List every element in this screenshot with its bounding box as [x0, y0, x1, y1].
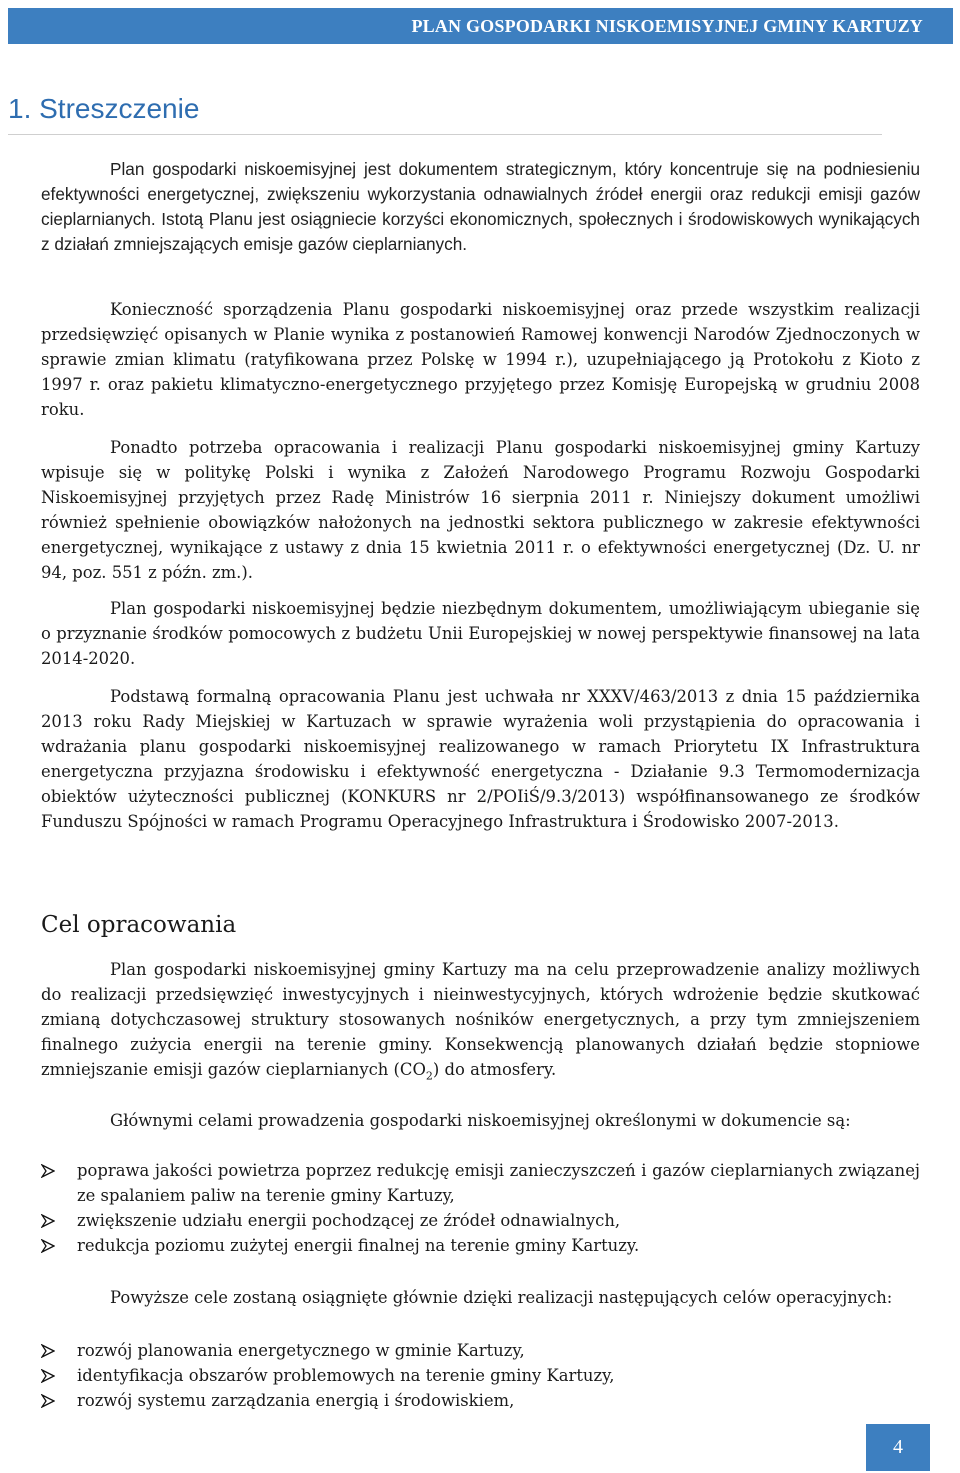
list-item	[41, 1158, 920, 1208]
goal-item-text: redukcja poziomu zużytej energii finalnej na terenie gminy Kartuzy.	[77, 1236, 640, 1255]
operational-goals-list	[41, 1338, 920, 1413]
operational-item-text: rozwój planowania energetycznego w gminie Kartuzy,	[77, 1341, 525, 1360]
section-title: 1. Streszczenie	[8, 93, 200, 124]
arrow-bullet-icon	[41, 1344, 55, 1358]
arrow-bullet-icon	[41, 1394, 55, 1408]
paragraph-formal-basis: Podstawą formalną opracowania Planu jest uchwała nr XXXV/463/2013 z dnia 15 października 2013 roku Rady Miejskiej w Kartuzach w sprawie wyrażenia woli przystąpienia do opracowania i wdrażania planu gospodarki niskoemisyjnej realizowanego w ramach Priorytetu IX Infrastruktura energetyczna przyjazna środowisku i efektywność energetyczna - Działanie 9.3 Termomodernizacja obiektów użyteczności publicznej (KONKURS nr 2/POIiŚ/9.3/2013) współfinansowanego ze środków Funduszu Spójności w ramach Programu Operacyjnego Infrastruktura i Środowisko 2007-2013.	[41, 687, 920, 831]
paragraph-necessity: Konieczność sporządzenia Planu gospodarki niskoemisyjnej oraz przede wszystkim realizacji przedsięwzięć opisanych w Planie wynika z postanowień Ramowej konwencji Narodów Zjednoczonych w sprawie zmian klimatu (ratyfikowana przez Polskę w 1994 r.), uzupełniającego ją Protokołu z Kioto z 1997 r. oraz pakietu klimatyczno-energetycznego przyjętego przez Komisję Europejską w grudniu 2008 roku.	[41, 300, 920, 419]
page-number-badge	[866, 1424, 930, 1471]
header-title: PLAN GOSPODARKI NISKOEMISYJNEJ GMINY KARTUZY	[411, 15, 923, 36]
co2-subscript: 2	[425, 1069, 433, 1083]
goal-text-end: ) do atmosfery.	[432, 1060, 557, 1079]
list-item	[41, 1338, 920, 1363]
arrow-bullet-icon	[41, 1164, 55, 1178]
arrow-bullet-icon	[41, 1214, 55, 1228]
title-divider	[8, 134, 882, 135]
arrow-bullet-icon	[41, 1369, 55, 1383]
operational-item-text: identyfikacja obszarów problemowych na terenie gminy Kartuzy,	[77, 1366, 615, 1385]
goals-list	[41, 1158, 920, 1258]
paragraph-funding: Plan gospodarki niskoemisyjnej będzie niezbędnym dokumentem, umożliwiającym ubieganie się o przyznanie środków pomocowych z budżetu Unii Europejskiej w nowej perspektywie finansowej na lata 2014-2020.	[41, 599, 920, 668]
list-item	[41, 1363, 920, 1388]
operational-item-text: rozwój systemu zarządzania energią i środowiskiem,	[77, 1391, 515, 1410]
paragraph-goal	[41, 957, 920, 1088]
subsection-title: Cel opracowania	[41, 912, 237, 938]
paragraph-main-goals: Głównymi celami prowadzenia gospodarki niskoemisyjnej określonymi w dokumencie są:	[110, 1111, 851, 1130]
arrow-bullet-icon	[41, 1239, 55, 1253]
goal-item-text: poprawa jakości powietrza poprzez redukcję emisji zanieczyszczeń i gazów cieplarnianych związanej ze spalaniem paliw na terenie gminy Kartuzy,	[77, 1161, 920, 1205]
goal-item-text: zwiększenie udziału energii pochodzącej ze źródeł odnawialnych,	[77, 1211, 621, 1230]
list-item	[41, 1388, 920, 1413]
paragraph-operational: Powyższe cele zostaną osiągnięte głównie dzięki realizacji następujących celów operacyjnych:	[110, 1288, 893, 1307]
paragraph-intro: Plan gospodarki niskoemisyjnej jest dokumentem strategicznym, który koncentruje się na podniesieniu efektywności energetycznej, zwiększeniu wykorzystania odnawialnych źródeł energii oraz redukcji emisji gazów cieplarnianych. Istotą Planu jest osiągniecie korzyści ekonomicznych, społecznych i środowiskowych wynikających z działań zmniejszających emisje gazów cieplarnianych.	[41, 159, 920, 254]
list-item	[41, 1208, 920, 1233]
goal-text: Plan gospodarki niskoemisyjnej gminy Kartuzy ma na celu przeprowadzenie analizy możliwych do realizacji przedsięwzięć inwestycyjnych i nieinwestycyjnych, których wdrożenie będzie skutkować zmianą dotychczasowej struktury stosowanych nośników energetycznych, a przy tym zmniejszeniem finalnego zużycia energii na terenie gminy. Konsekwencją planowanych działań będzie stopniowe zmniejszanie emisji gazów cieplarnianych (CO	[41, 960, 920, 1079]
list-item	[41, 1233, 920, 1258]
page-number: 4	[893, 1436, 903, 1458]
paragraph-additionally: Ponadto potrzeba opracowania i realizacji Planu gospodarki niskoemisyjnej gminy Kartuzy wpisuje się w politykę Polski i wynika z Założeń Narodowego Programu Rozwoju Gospodarki Niskoemisyjnej przyjętych przez Radę Ministrów 16 sierpnia 2011 r. Niniejszy dokument umożliwi również spełnienie obowiązków nałożonych na jednostki sektora publicznego w zakresie efektywności energetycznej, wynikające z ustawy z dnia 15 kwietnia 2011 r. o efektywności energetycznej (Dz. U. nr 94, poz. 551 z późn. zm.).	[41, 438, 920, 582]
header-bar	[8, 8, 953, 44]
